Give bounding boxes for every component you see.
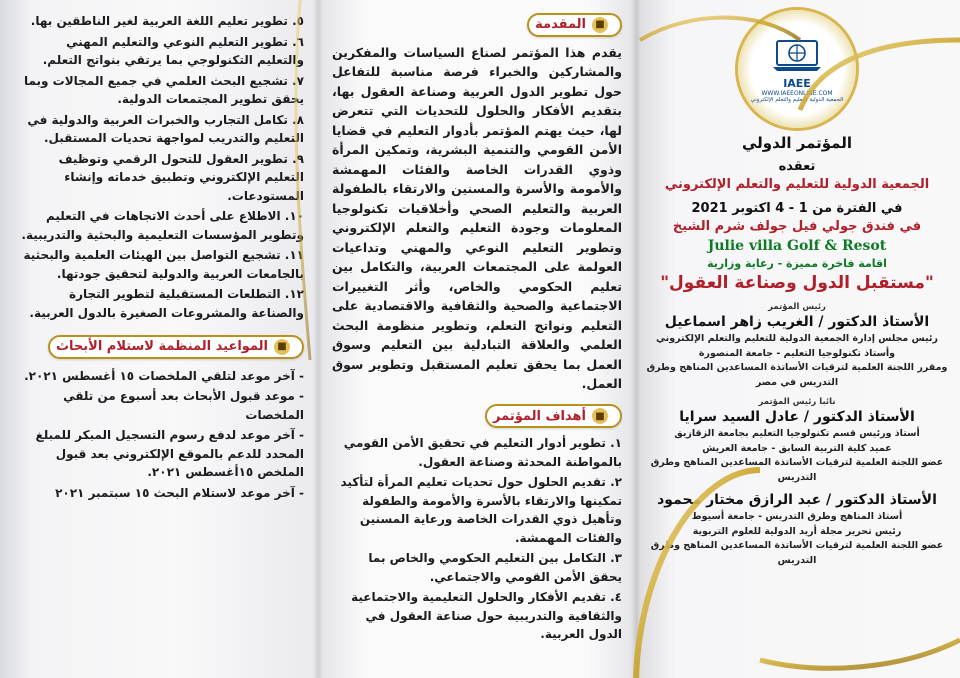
list-item: - آخر موعد لتلقي الملخصات ١٥ أغسطس ٢٠٢١. xyxy=(24,368,304,383)
hotel-english: Julie villa Golf & Resot xyxy=(707,238,887,254)
person-desc: أستاذ ورئيس قسم تكنولوجيا التعليم بجامعة الزقازيق xyxy=(674,428,920,439)
person-name: الأستاذ الدكتور / عادل السيد سرايا xyxy=(679,409,915,425)
person-name: الأستاذ الدكتور / الغريب زاهر اسماعيل xyxy=(664,314,930,330)
list-item: ١٢. التطلعات المستقبلية لتطوير التجارة والصناعة والمشروعات الصغيرة بالدول العربية. xyxy=(29,287,304,320)
person-desc: رئيس تحرير مجلة أريد الدولية للعلوم التربوية xyxy=(692,525,902,537)
person-desc: عضو اللجنة العلمية لترقيات الأساتذة المساعدين المناهج وطرق التدريس xyxy=(650,457,944,483)
person-desc: ومقرر اللجنة العلمية لترقيات الأساتذة المساعدين المناهج وطرق التدريس في مصر xyxy=(646,362,948,388)
objectives-list-continued xyxy=(18,12,304,322)
middle-panel xyxy=(318,0,636,678)
vice-chair-block xyxy=(644,396,950,485)
list-item: ٩. تطوير العقول للتحول الرقمي وتوظيف التعليم الإلكتروني وتطبيق خدماته وإنشاء المستودعات. xyxy=(58,151,304,203)
intro-heading: ■ المقدمة xyxy=(527,13,622,37)
calendar-icon: ■ xyxy=(274,339,290,355)
goals-list xyxy=(332,434,622,644)
list-item: - آخر موعد لاستلام البحث ١٥ سبتمبر ٢٠٢١ xyxy=(55,485,304,500)
list-item: - آخر موعد لدفع رسوم التسجيل المبكر للمبلغ المحدد للدعم بالموقع الإلكتروني بعد قبول الملخص ١٥أغسطس ٢٠٢١. xyxy=(35,428,304,479)
list-item: ٤. تقديم الأفكار والحلول التعليمية والاجتماعية والثقافية والتدريبية حول صناعة العقول في الدول العربية. xyxy=(351,590,622,641)
person-desc: عضو اللجنة العلمية لترقيات الأساتذة المساعدين المناهج وطرق التدريس xyxy=(650,540,944,566)
list-item: ١. تطوير أدوار التعليم في تحقيق الأمن القومي بالمواطنة المحدثة وصناعة العقول. xyxy=(343,436,622,469)
dates-list xyxy=(18,367,304,503)
person-name: الأستاذ الدكتور / عبد الرازق مختار محمود xyxy=(657,492,937,508)
intro-text: يقدم هذا المؤتمر لصناع السياسات والمفكرين والمشاركين والخبراء فرصة مناسبة للتفاعل حول تطوير الدول العربية وصناعة العقول بها، بتقديم الأفكار والحلول للتحديات التي تتعرض لها، حيث يهتم المؤتمر بأدوار التعليم في قضايا الأمن القومي والتنمية البشرية، وتمكين المرأة وذوي القدرات الخاصة والفئات المهمشة والأمومة والأسرة والمسنين والارتقاء بالطفولة العربية والتعليم الصحي وأخلاقيات تكنولوجيا المعلومات وجودة التعليم والتعلم الإلكتروني وتطوير التعليم النوعي والمهني وتداعيات العولمة على المجتمعات العربية، والتكامل بين تعليم الحكومي والخاص، وأثر التغييرات الاجتماعية والصحية والثقافية والاقتصادية على التعليم ونواتج التعلم، وتطوير منظومة البحث العلمي والعلاقة التبادلية بين التعليم وسوق العمل بما يحقق تعليم المستقبل وتطوير سوق العمل. xyxy=(332,44,622,391)
chair-block xyxy=(644,301,950,390)
fold-line xyxy=(313,0,323,678)
organizes-label: تعقده xyxy=(778,159,816,174)
conference-theme: "مستقبل الدول وصناعة العقول" xyxy=(660,273,934,293)
hotel-arabic: في فندق جولي فيل جولف شرم الشيخ xyxy=(672,219,922,234)
dates-heading: ■ المواعيد المنظمة لاستلام الأبحاث xyxy=(48,335,304,359)
list-item: ٨. تكامل التجارب والخبرات العربية والدولية في التعليم والتدريب لمواجهة تحديات المستقبل. xyxy=(27,112,304,145)
list-item: ٧. تشجيع البحث العلمي في جميع المجالات وبما يحقق تطوير المجتمعات الدولية. xyxy=(23,73,304,106)
logo-abbr: IAEE xyxy=(783,76,811,90)
left-panel xyxy=(0,0,318,678)
conference-label: المؤتمر الدولي xyxy=(741,134,853,152)
person-desc: رئيس مجلس إدارة الجمعية الدولية للتعليم والتعلم الإلكتروني xyxy=(656,333,938,344)
organizer: الجمعية الدولية للتعليم والتعلم الإلكتروني xyxy=(664,177,930,192)
list-item: ٦. تطوير التعليم النوعي والتعليم المهني والتعليم التكنولوجي بما يرتقي بنواتج التعلم. xyxy=(42,34,304,67)
laptop-globe-icon xyxy=(769,35,825,75)
right-panel xyxy=(636,0,960,678)
person-desc: أستاذ المناهج وطرق التدريس - جامعة أسيوط xyxy=(691,511,903,522)
logo-site: WWW.IAEEONLINE.COM xyxy=(761,89,833,97)
role-label: رئيس المؤتمر xyxy=(768,302,826,312)
period: في الفترة من 1 - 4 اكتوبر 2021 xyxy=(691,201,903,216)
iaee-logo xyxy=(738,10,856,128)
list-item: ٥. تطوير تعليم اللغة العربية لغير الناطقين بها. xyxy=(30,14,304,28)
target-icon: ■ xyxy=(592,408,608,424)
list-item: ١١. تشجيع التواصل بين الهيئات العلمية والبحثية بالجامعات العربية والدولية لتحقيق جودتها. xyxy=(23,248,304,281)
list-item: - موعد قبول الأبحاث بعد أسبوع من تلقي الملخصات xyxy=(63,389,304,422)
fold-line xyxy=(631,0,641,678)
logo-arabic: الجمعية الدولية للتعليم والتعلم الإلكتروني xyxy=(750,96,844,103)
person-desc: وأستاذ تكنولوجيا التعليم - جامعة المنصورة xyxy=(698,347,896,359)
role-label: نائبا رئيس المؤتمر xyxy=(758,397,836,407)
person-desc: عميد كلية التربية السابق - جامعة العريش xyxy=(702,442,892,454)
list-item: ٣. التكامل بين التعليم الحكومي والخاص بما يحقق الأمن القومي والاجتماعي. xyxy=(368,551,622,584)
stay-note: اقامة فاخرة مميزة - رعاية وزارية xyxy=(707,257,887,270)
list-item: ٢. تقديم الحلول حول تحديات تعليم المرأة لتأكيد تمكينها والارتقاء بالأسرة والأمومة والطفولة وتأهيل ذوي القدرات الخاصة ورعاية المسنين والفئات المهمشة. xyxy=(340,475,622,545)
goals-heading: ■ أهداف المؤتمر xyxy=(485,404,622,428)
list-item: ١٠. الاطلاع على أحدث الاتجاهات في التعليم وتطوير المؤسسات التعليمية والبحثية والتدريبية. xyxy=(21,209,304,242)
vice-chair-block-2 xyxy=(644,491,950,568)
book-icon: ■ xyxy=(592,17,608,33)
